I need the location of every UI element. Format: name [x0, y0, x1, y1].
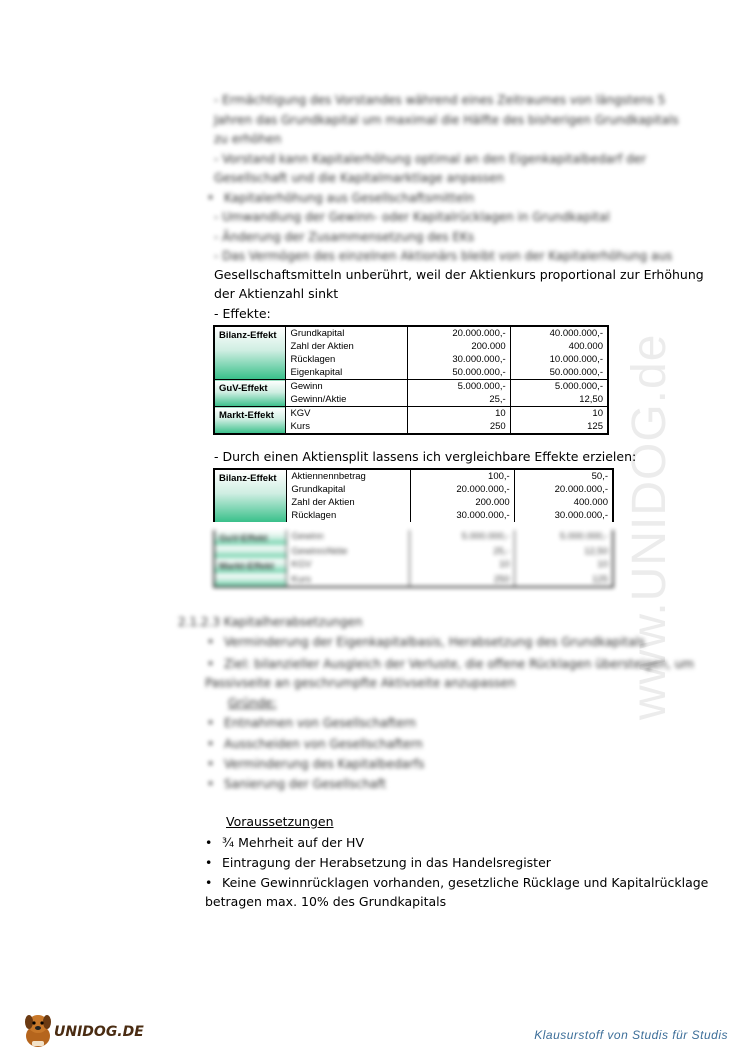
value-cell: 30.000.000,- [407, 353, 510, 366]
text-line: Gesellschaft und die Kapitalmarktlage anpassen [214, 171, 505, 185]
bullet-item: • Sanierung der Gesellschaft [224, 776, 386, 792]
value-cell: 12,50 [579, 394, 603, 405]
row-label: Gewinn/Aktie [287, 545, 410, 558]
footer-tagline: Klausurstoff von Studis für Studis [534, 1028, 728, 1042]
value-cell: 100,- [410, 469, 514, 483]
bullet-item: • ¾ Mehrheit auf der HV [222, 834, 364, 852]
row-label: Gewinn/Aktie [286, 393, 407, 407]
effekte-label: - Effekte: [214, 306, 271, 321]
row-label: Zahl der Aktien [287, 496, 410, 509]
value-cell: 5.000.000,- [410, 530, 514, 545]
row-label: Grundkapital [287, 483, 410, 496]
value-cell: 25,- [407, 393, 510, 407]
row-label: Grundkapital [286, 326, 407, 340]
gruende-label: Gründe: [228, 696, 277, 710]
table-row [214, 558, 613, 573]
value-cell: 50.000.000,- [549, 367, 603, 378]
bullet-item: • Verminderung der Eigenkapitalbasis, Herabsetzung des Grundkapitals [224, 634, 645, 650]
value-cell: 10 [410, 558, 514, 573]
voraussetzungen-heading: Voraussetzungen [226, 814, 334, 829]
value-cell: 400.000 [573, 497, 608, 508]
bullet-item: • Verminderung des Kapitalbedarfs [224, 756, 424, 772]
value-cell: 10 [597, 559, 608, 570]
value-cell: 10.000.000,- [549, 354, 603, 365]
row-label: Kurs [287, 573, 410, 587]
effect-label: Bilanz-Effekt [214, 469, 287, 522]
section-heading: 2.1.2.3 Kapitalherabsetzungen [178, 615, 363, 629]
row-label: Eigenkapital [286, 366, 407, 380]
effect-label: GuV-Effekt [214, 530, 287, 545]
text-line: - Vorstand kann Kapitalerhöhung optimal an den Eigenkapitalbedarf der [214, 152, 647, 166]
effect-label: Markt-Effekt [214, 558, 287, 573]
table-row [214, 326, 608, 340]
value-cell: 200.000 [410, 496, 514, 509]
bullet-item: • Eintragung der Herabsetzung in das Handelsregister [222, 854, 551, 872]
logo-text: UNIDOG.DE [54, 1024, 144, 1040]
value-cell: 5.000.000,- [559, 531, 608, 542]
row-label: KGV [287, 558, 410, 573]
value-cell: 10 [510, 407, 608, 421]
text-line: - Das Vermögen des einzelnen Aktionärs bleibt von der Kapitalerhöhung aus [214, 249, 673, 263]
text-line: Jahren das Grundkapital um maximal die Hälfte des bisherigen Grundkapitals [214, 113, 679, 127]
table-row [214, 530, 613, 545]
value-cell: 10 [407, 407, 510, 421]
effect-label [214, 545, 287, 558]
value-cell: 400.000 [568, 341, 603, 352]
text-line: - Änderung der Zusammensetzung des EKs [214, 230, 475, 244]
value-cell: 50,- [591, 471, 608, 482]
watermark: www.UNIDOG.de [623, 333, 676, 720]
bullet-item: • Entnahmen von Gesellschaftern [224, 715, 416, 731]
table-row [214, 469, 613, 483]
bullet-item: • Ausscheiden von Gesellschaftern [224, 736, 423, 752]
effect-label: GuV-Effekt [214, 380, 286, 407]
faded-rows-table [213, 530, 614, 588]
dog-logo-icon [22, 1010, 54, 1050]
value-cell: 40.000.000,- [549, 328, 603, 339]
value-cell: 250 [410, 573, 514, 587]
bullet-item: • Keine Gewinnrücklagen vorhanden, gesetzliche Rücklage und Kapitalrücklage [222, 874, 708, 892]
aktiensplit-label: - Durch einen Aktiensplit lassens ich vergleichbare Effekte erzielen: [214, 449, 637, 464]
value-cell: 20.000.000,- [407, 326, 510, 340]
row-label: KGV [286, 407, 407, 421]
row-label: Gewinn [286, 380, 407, 394]
paragraph-line: Gesellschaftsmitteln unberührt, weil der Aktienkurs proportional zur Erhöhung [214, 267, 704, 282]
text-line: - Umwandlung der Gewinn- oder Kapitalrücklagen in Grundkapital [214, 210, 610, 224]
value-cell: 12,50 [584, 546, 608, 557]
table-row [214, 380, 608, 394]
value-cell: 30.000.000,- [410, 509, 514, 522]
value-cell: 5.000.000,- [407, 380, 510, 394]
value-cell: 50.000.000,- [407, 366, 510, 380]
text-line: - Ermächtigung des Vorstandes während eines Zeitraumes von längstens 5 [214, 93, 666, 107]
paragraph-line: der Aktienzahl sinkt [214, 286, 339, 301]
effect-label: Bilanz-Effekt [214, 326, 286, 380]
aktiensplit-table [213, 468, 614, 522]
row-label: Rücklagen [286, 353, 407, 366]
value-cell: 125 [587, 421, 603, 432]
value-cell: 20.000.000,- [410, 483, 514, 496]
effect-label: Markt-Effekt [214, 407, 286, 435]
table-row [214, 407, 608, 421]
value-cell: 200.000 [407, 340, 510, 353]
value-cell: 20.000.000,- [554, 484, 608, 495]
row-label: Kurs [286, 420, 407, 434]
row-label: Gewinn [287, 530, 410, 545]
value-cell: 5.000.000,- [510, 380, 608, 394]
effect-label [214, 573, 287, 587]
value-cell: 250 [407, 420, 510, 434]
aktiensplit-table-faded [213, 530, 614, 588]
text-line: Passivseite an geschrumpfte Aktivseite anzupassen [205, 676, 516, 690]
table-row [214, 545, 613, 558]
table-row [214, 573, 613, 587]
text-line: zu erhöhen [214, 132, 282, 146]
bullet-item: • Kapitalerhöhung aus Gesellschaftsmitteln [224, 190, 474, 206]
bullet-item: • Ziel: bilanzieller Ausgleich der Verluste, die offene Rücklagen übersteigen, um [224, 656, 694, 672]
row-label: Rücklagen [287, 509, 410, 522]
effects-table [213, 325, 609, 435]
value-cell: 30.000.000,- [554, 510, 608, 521]
row-label: Aktiennennbetrag [287, 469, 410, 483]
text-line: betragen max. 10% des Grundkapitals [205, 894, 447, 909]
row-label: Zahl der Aktien [286, 340, 407, 353]
value-cell: 125 [592, 574, 608, 585]
value-cell: 25,- [410, 545, 514, 558]
